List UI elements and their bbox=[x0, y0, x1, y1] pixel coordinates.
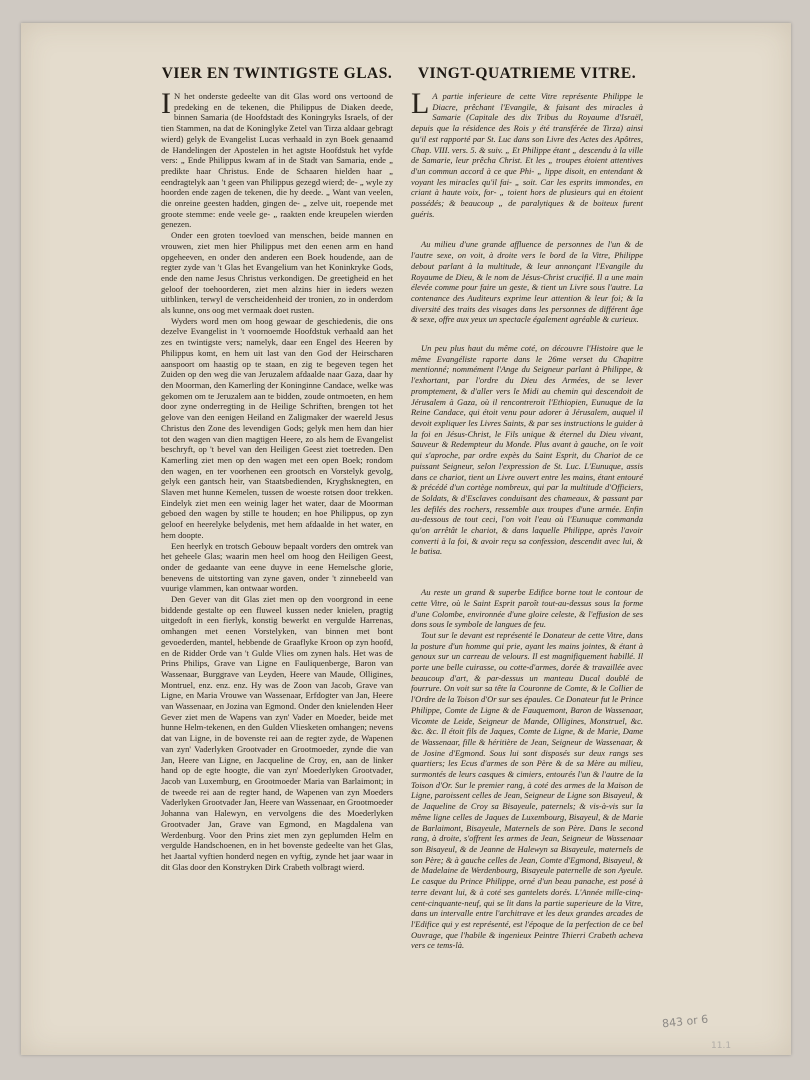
drop-cap: L bbox=[411, 87, 430, 120]
french-column bbox=[411, 65, 643, 951]
french-paragraph-1: L A partie inferieure de cette Vitre représente Philippe le Diacre, prêchant l'Evangile, & faisant des miracles à Samarie (Capitale des dix Tribus du Royaume d'Israël, depuis que la résidence des Rois y été transférée de Tirza) ainsi qu'il est rapporté par St. Luc dans son Livre des Actes des Apôtres, Chap. VIII. vers. 5. & suiv. „ Et Philippe étant „ descendu à la ville de Samarie, leur prêcha Christ. Et les „ troupes étoient attentives d'un commun accord à ce que Phi- „ lippe disoit, en entendant & voyant les miracles qu'il fai- „ soit. Car les esprits immondes, en criant à haute voix, for- „ toient hors de plusieurs qui en étoient possédés; & beaucoup „ de paralytiques & de boiteux furent guéris. bbox=[411, 87, 643, 219]
faint-annotation: 11.1 bbox=[711, 1041, 732, 1051]
french-paragraph-2: Au milieu d'une grande affluence de personnes de l'un & de l'autre sexe, on voit, à droite vers le bord de la Vitre, Philippe debout parlant à la multitude, & leur annonçant l'Evangile du Royaume de Dieu, & le nom de Jésus-Christ crucifié. Il a une main élevée comme pour faire un geste, & tient un Livre sous l'autre. La contenance des Auditeurs exprime leur attention & leur foi; & la diversité des traits des visages dans les personnes de différent âge & sexe, offre aux yeux un spectacle également agréable & curieux. bbox=[411, 239, 643, 325]
drop-cap: I bbox=[161, 87, 171, 120]
dutch-column bbox=[161, 65, 393, 872]
dutch-paragraph-5: Den Gever van dit Glas ziet men op den voorgrond in eene biddende gestalte op een fluweel kussen neder knielen, pragtig uitgedoft in een fierlyk, konstig bewerkt en vergulde Harrenas, omhangen met eenen Vorstelyken, van binnen met bont gevoederden, mantel, hebbende de Graaflyke Kroon op zyn hoofd, en de Ridder Orde van 't Gulde Vlies om zynen hals. Het was de Prins Philips, Grave van Ligne en Fauliquenberge, Baron van Wassenaar, Burggrave van Leyden, Heere van Maude, Olligines, Montruel, enz. enz. enz. Hy was de Zoon van Jacob, Grave van Ligne, en Maria Vrouwe van Wassenaar, Erfdogter van Jan, Heere van Wassenaar, en Jozina van Egmond. Onder den knielenden Heer Gever ziet men de Wapens van zyn' Vader en Moeder, beide met hunne Helm-tekenen, en den Gulden Vliesketen omhangen; nevens dat van Ligne, in de bovenste rei aan de regter zyde, de Wapenen van zyn' Vaderlyken Grootvader en Grootmoeder, zynde die van Jan, Heere van Ligne, en Jacqueline de Croy, en, aan de linker hand op de egte hoogte, die van zyn' Moederlyken Grootvader, Jacob van Luxemburg, en Grootmoeder Maria van Barlaimont; in de tweede rei aan de regter hand, de Wapenen van zyn Moeders Vaderlyken Grootvader Jan, Heere van Wassenaar, en Grootmoeder Johanna van Halewyn, en vervolgens die des Moederlyken Grootvader Jan, Grave van Egmond, en Magdalena van Werdenburg. Voor den Prins ziet men zyn geplumden Helm en vergulde Handschoenen, en in het bovenste gedeelte van het Glas, het Jaartal vyftien honderd negen en vyftig, zynde het jaar waar in dit Glas door den Konstryken Dirk Crabeth volbragt wierd. bbox=[161, 594, 393, 872]
paper-sheet bbox=[21, 23, 791, 1055]
dutch-text bbox=[161, 87, 393, 872]
french-paragraph-4: Au reste un grand & superbe Edifice borne tout le contour de cette Vitre, où le Saint Esprit paroît tout-au-dessus sous la forme d'une Colombe, environnée d'une gloire celeste, & l'effusion de ses dons sous le symbole de langues de feu. bbox=[411, 587, 643, 630]
dutch-paragraph-3: Wyders word men om hoog gewaar de geschiedenis, die ons dezelve Evangelist in 't voornoemde Hoofdstuk verhaald aan het zes en twintigste vers; namelyk, daar een Engel des Heeren by Philippus komt, en hem uit last van den God der Heirscharen aanspoort om haastig op te staan, en zig te begeven tegen het Zuiden op den weg die van Jeruzalem afdaalde naar Gaza, daar hy den Moorman, den Kamerling der Koninginne Candace, welke was gekomen om te Jeruzalem aan te bidden, zoude ontmoeten, en hem door zyne onderregting in de Heilige Schriften, brengen tot het gelove van den eenigen Heiland en Zaligmaker der waereld Jesus Christus den Zone des levendigen Gods; gelyk men hem dan hier tot den wagen van dien magtigen Heere, zo als hem de Evangelist beschryft, op 't bevel van den Heiligen Geest ziet toetreden. Den Kamerling ziet men op den wagen met een open Boek; rondom den wagen, en ter voorhenen een grootsch en Vorstelyk gevolg, gelyk een gantsch heir, van Staatsbedienden, Kryghsknegten, en Slaven met hunne Kemelen, tussen de woeste rotsen door trekken. Eindelyk ziet men een weinig lager het water, daar de Moorman geboed den wagen by stille te houden; en hoe Philippus, op zyn geloof en heerelyke belydenis, met hem afdaalde in het water, en hem doopte. bbox=[161, 315, 393, 540]
french-text bbox=[411, 87, 643, 951]
pencil-annotation: 843 or 6 bbox=[661, 1012, 709, 1031]
french-paragraph-3: Un peu plus haut du même coté, on découvre l'Histoire que le même Evangéliste raporte dans le 26me verset du Chapitre mentionné; nommément l'Ange du Seigneur parlant à Philippe, & l'exhortant, par l'ordre du Dieu des Armées, de se lever promptement, & d'aller vers le Midi au chemin qui descendoit de Jérusalem à Gaza, où il rencontreroit l'Ethiopien, Eunuque de la Reine Candace, qui étoit venu pour adorer à Jérusalem, auquel il devoit expliquer les Livres Saints, & par ses instructions le guider à la foi en Jésus-Christ, le Fils unique & éternel du Dieu vivant, Sauveur & Redempteur du Monde. Plus avant à gauche, on le voit qui s'aproche, par ordre expès du Saint Esprit, du Chariot de ce puissant Seigneur, selon l'expression de St. Luc. L'Eunuque, assis dans ce chariot, tient un Livre ouvert entre les mains, étant entouré & précédé d'un cortège nombreux, qui par la multitude d'Officiers, de Soldats, & d'Esclaves conduisant des chameaux, & passant par les defilés des rochers, ressemble aux troupes d'une armée. Enfin au-dessous de tout ceci, l'on voit l'eau où l'Eunuque commanda qu'on arrêtât le chariot, & dans laquelle Philippe, après l'avoir converti à la foi, & avoir reçu sa confession, descendit avec lui, & le batisa. bbox=[411, 343, 643, 557]
dutch-paragraph-2: Onder een groten toevloed van menschen, beide mannen en vrouwen, ziet men hier Philippus met den eenen arm en hand opgeheeven, en onder den anderen een Boek houdende, aan de regter zyde van 't Glas het Evangelium van het Koninkryke Gods, ende den name Jesus Christus verkondigen. De greetigheid en het geloof der toehoorderen, ziet men alzins hier in ieders wezen uitblinken, terwyl de verscheidenheid der tronien, zo in onderdom als kunne, ons oog met vermaak doet rusten. bbox=[161, 230, 393, 316]
dutch-heading: VIER EN TWINTIGSTE GLAS. bbox=[161, 65, 393, 82]
french-paragraph-5: Tout sur le devant est représenté le Donateur de cette Vitre, dans la posture d'un homme qui prie, ayant les mains jointes, & étant à genoux sur un carreau de velours. Il est magnifiquement habillé. Il porte une belle cuirasse, ou cotte-d'armes, dorée & travaillée avec beaucoup d'art, & par-dessus un manteau Ducal doublé de fourrure. On voit sur sa tête la Couronne de Comte, & le Collier de l'Ordre de la Toison d'Or sur ses épaules. Ce Donateur fut le Prince Philippe, Comte de Ligne & de Fauquemont, Baron de Wassenaar, Vicomte de Leide, Seigneur de Mande, Olligines, Monstruel, &c. &c. &c. Il étoit fils de Jaques, Comte de Ligne, & de Marie, Dame de Wassenaar, fille & héritière de Jean, Seigneur de Wassenaar, & de Josine d'Egmond. Sous lui sont disposés sur deux rangs ses quartiers; les Ecus d'armes de son Père & de sa Mère au milieu, surmontés de leurs casques & cimiers, entourés l'un & l'autre de la Toison d'Or. Sur le premier rang, à coté des armes de la Maison de Ligne, paroissent celles de Jean, Seigneur de Ligne son Bisayeul, & de Jaqueline de Croy sa Bisayeule, paternels; & vis-à-vis sur la même ligne celles de Jaques de Luxembourg, Bisayeul, & de Marie de Barlaimont, Bisayeule, Maternels de son Père. Dans le second rang, à droite, s'offrent les armes de Jean, Seigneur de Wassenaar son Bisayeul, & de Jeanne de Halewyn sa Bisayeule, maternels de son Père; & à gauche celles de Jean, Comte d'Egmond, Bisayeul, & de Madelaine de Werdenbourg, Bisayeule paternelle de son Ayeule. Le casque du Prince Philippe, orné d'un beau panache, est posé à terre devant lui, & à coté ses gantelets dorés. L'Année mille-cinq-cent-cinquante-neuf, qui se lit dans la partie superieure de la Vitre, dans un intervalle entre l'architrave et les deux grandes arcades de l'Edifice qui y est représenté, est l'époque de la perfection de ce bel Ouvrage, que l'habile & ingenieux Peintre Thierri Crabeth acheva vers ce tems-là. bbox=[411, 629, 643, 951]
dutch-paragraph-1: I N het onderste gedeelte van dit Glas word ons vertoond de predeking en de tekenen, die Philippus de Diaken deede, binnen Samaria (de Hoofdstadt des Koningryks Israels, of der tien Stammen, na dat de Koninglyke Zetel van Tirza aldaar gebragt wierd) gelyk de Evangelist Lucas verhaald in zyn Boek genaamd de Handelingen der Apostelen in het agtste Hoofdstuk het vyfde vers: „ Ende Philippus kwam af in de Stadt van Samaria, ende „ predikte haar Christus. Ende de Schaaren hielden haar „ eendragtelyk aan 't geen van Philippus gezegd wierd; de- „ wyle zy hoorden ende zagen de tekenen, die hy deede. „ Want van veelen, die onreine geesten hadden, gingen de- „ zelve uit, roepende met groote stemme: ende veele ge- „ raakten ende kreupelen wierden genezen. bbox=[161, 87, 393, 230]
french-heading: VINGT-QUATRIEME VITRE. bbox=[417, 65, 637, 82]
dutch-paragraph-4: Een heerlyk en trotsch Gebouw bepaalt vorders den omtrek van het geheele Glas; waarin men heel om hoog den Heiligen Geest, onder de gedaante van eene duyve in eene Hemelsche glorie, benevens de uitstorting van zyne gaven, onder 't zinnebeeld van vuurige vlammen, kan ontwaar worden. bbox=[161, 540, 393, 594]
